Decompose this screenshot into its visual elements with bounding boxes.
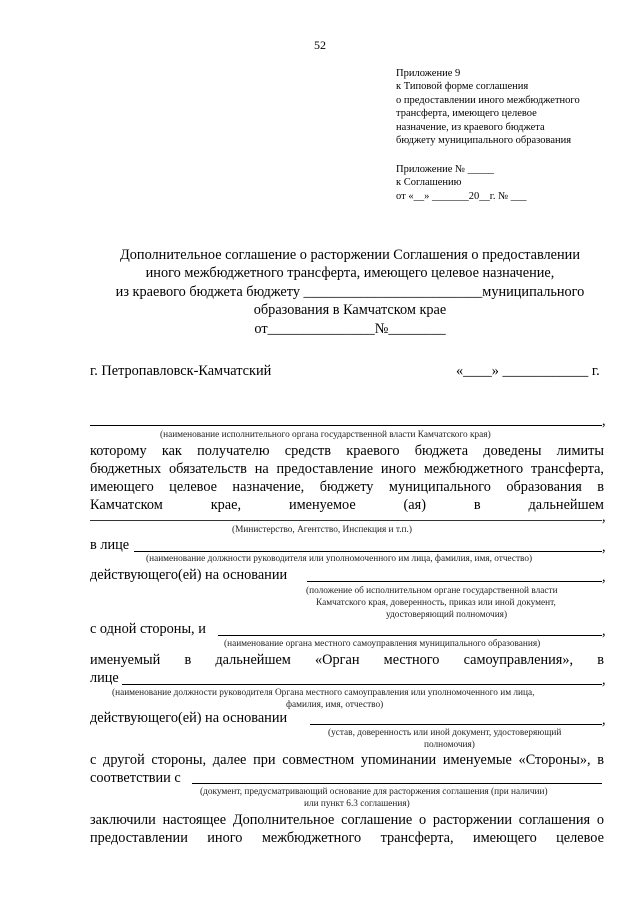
local-official-field[interactable] xyxy=(122,684,602,685)
hint-basis-2: (устав, доверенность или иной документ, удостоверяющий xyxy=(328,728,562,738)
appendix-header xyxy=(396,67,580,147)
basis-document-field[interactable] xyxy=(192,783,602,784)
comma: , xyxy=(602,413,606,429)
word: самоуправления», xyxy=(463,652,574,668)
hint-ministry: (Министерство, Агентство, Инспекция и т.п.) xyxy=(232,525,412,535)
word: в xyxy=(473,497,481,513)
word: в xyxy=(184,652,192,668)
comma: , xyxy=(602,672,606,688)
paragraph-line: бюджетных обязательств на предоставление иного межбюджетного трансферта, xyxy=(90,461,604,477)
appendix-agreement-line: от «__» _______20__г. № ___ xyxy=(396,190,527,202)
word: «Орган xyxy=(315,652,360,668)
paragraph-line: которому как получателю средств краевого бюджета доведены лимиты xyxy=(90,443,604,459)
in-person-label-2: лице xyxy=(90,670,119,686)
acting-basis-label-2: действующего(ей) на основании xyxy=(90,710,288,726)
title-line: от_______________№________ xyxy=(254,320,446,337)
word: предоставлении xyxy=(90,830,188,846)
ministry-field[interactable] xyxy=(90,520,602,521)
hint-document: или пункт 6.3 соглашения) xyxy=(304,799,410,809)
document-title xyxy=(85,246,615,338)
appendix-line: о предоставлении иного межбюджетного xyxy=(396,94,580,106)
word: в xyxy=(597,652,604,668)
word: Камчатском xyxy=(90,497,163,513)
acting-basis-label: действующего(ей) на основании xyxy=(90,567,288,583)
paragraph-line-justified xyxy=(90,830,604,847)
word: имеющего xyxy=(472,830,537,846)
comma: , xyxy=(602,712,606,728)
word: именуемое xyxy=(288,497,356,513)
comma: , xyxy=(602,569,606,585)
city-name: г. Петропавловск-Камчатский xyxy=(90,363,272,379)
accordance-label: соответствии с xyxy=(90,770,181,786)
hint-basis: удостоверяющий полномочия) xyxy=(386,610,508,620)
hint-basis-2: полномочия) xyxy=(424,740,475,750)
hint-official: (наименование должности руководителя или уполномоченного им лица, фамилия, имя, отчество) xyxy=(146,554,533,564)
hint-local-organ: (наименование органа местного самоуправления муниципального образования) xyxy=(224,639,541,649)
word: дальнейшем xyxy=(215,652,291,668)
hint-local-official: фамилия, имя, отчество) xyxy=(286,700,384,710)
paragraph-line-justified xyxy=(90,652,604,669)
in-person-label: в лице xyxy=(90,537,130,553)
basis-field[interactable] xyxy=(307,581,602,582)
word: именуемый xyxy=(90,652,161,668)
local-organ-field[interactable] xyxy=(218,635,602,636)
comma: , xyxy=(602,509,606,525)
title-line: из краевого бюджета бюджету _________________________муниципального xyxy=(115,283,585,300)
comma: , xyxy=(602,539,606,555)
date-blank: «____» ____________ г. xyxy=(456,363,600,379)
word: иного xyxy=(207,830,243,846)
comma: , xyxy=(602,623,606,639)
hint-executive-organ: (наименование исполнительного органа государственной власти Камчатского края) xyxy=(160,430,491,440)
word: трансферта, xyxy=(380,830,454,846)
word: местного xyxy=(383,652,440,668)
hint-basis: Камчатского края, доверенность, приказ или иной документ, xyxy=(316,598,556,608)
appendix-agreement-line: к Соглашению xyxy=(396,177,462,189)
official-field[interactable] xyxy=(134,551,602,552)
basis-field-2[interactable] xyxy=(310,724,602,725)
title-line: Дополнительное соглашение о расторжении Соглашения о предоставлении xyxy=(120,247,580,263)
paragraph-line: с другой стороны, далее при совместном упоминании именуемые «Стороны», в xyxy=(90,752,604,768)
paragraph-line-justified xyxy=(90,497,604,514)
one-side-label: с одной стороны, и xyxy=(90,621,206,637)
appendix-agreement-line: Приложение № _____ xyxy=(396,164,494,175)
word: дальнейшем xyxy=(528,497,604,513)
word: межбюджетного xyxy=(261,830,362,846)
hint-document: (документ, предусматривающий основание для расторжения соглашения (при наличии) xyxy=(200,787,548,797)
word: (ая) xyxy=(403,497,426,513)
appendix-line: Приложение 9 xyxy=(396,68,461,79)
word: целевое xyxy=(556,830,604,846)
appendix-line: назначение, из краевого бюджета xyxy=(396,121,545,133)
title-line: иного межбюджетного трансферта, имеющего целевое назначение, xyxy=(145,265,555,282)
appendix-line: трансферта, имеющего целевое xyxy=(396,108,537,120)
appendix-line: бюджету муниципального образования xyxy=(396,135,572,147)
hint-basis: (положение об исполнительном органе государственной власти xyxy=(306,586,558,596)
title-line: образования в Камчатском крае xyxy=(253,302,447,319)
paragraph-line: имеющего целевое назначение, бюджету муниципального образования в xyxy=(90,479,604,495)
executive-organ-field[interactable] xyxy=(90,425,602,426)
appendix-agreement xyxy=(396,163,526,203)
appendix-line: к Типовой форме соглашения xyxy=(396,81,529,93)
hint-local-official: (наименование должности руководителя Органа местного самоуправления или уполномоченного им лица, xyxy=(112,688,535,698)
paragraph-line: заключили настоящее Дополнительное соглашение о расторжении соглашения о xyxy=(90,812,604,828)
page-number: 52 xyxy=(314,38,326,52)
word: крае, xyxy=(210,497,242,513)
